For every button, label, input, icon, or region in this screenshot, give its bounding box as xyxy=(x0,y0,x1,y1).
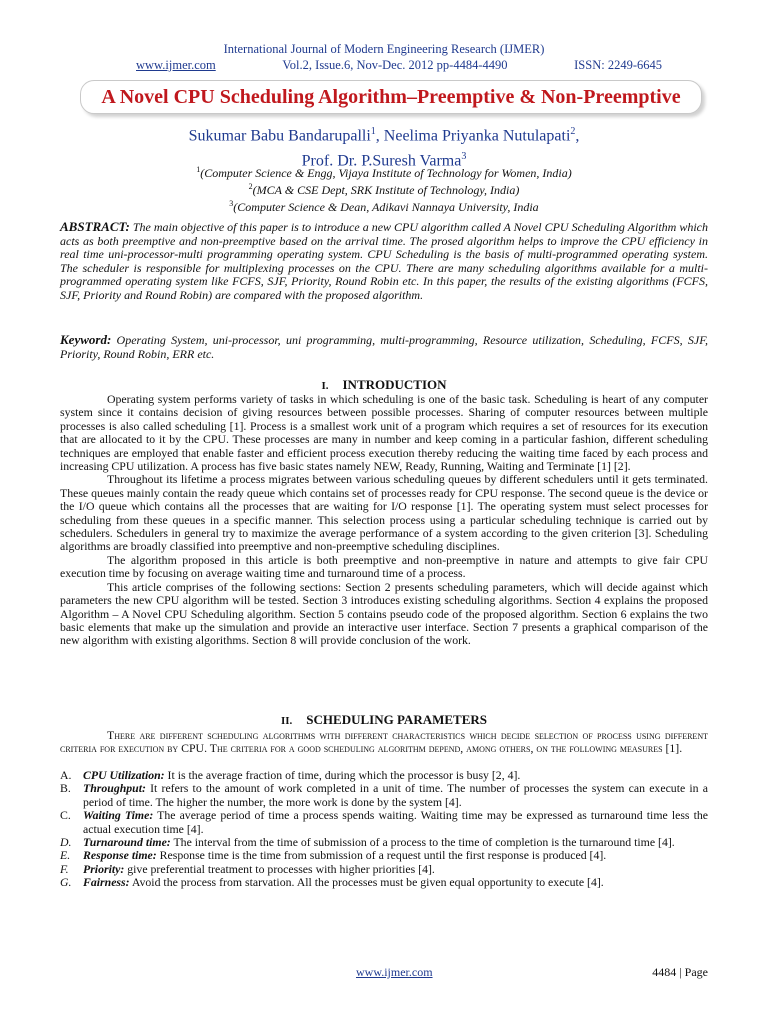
title-box xyxy=(80,80,702,114)
journal-name: International Journal of Modern Engineering Research (IJMER) xyxy=(223,42,545,56)
list-item: B. Throughput: It refers to the amount of work completed in a unit of time. The number of processes the system can execute in a period of time. The higher the number, the more work is done by the system [4]. xyxy=(60,781,708,809)
section-title: SCHEDULING PARAMETERS xyxy=(306,712,487,727)
section-heading-scheduling-parameters xyxy=(0,712,768,728)
footer-url-link[interactable]: www.ijmer.com xyxy=(356,965,433,979)
header-url-link[interactable]: www.ijmer.com xyxy=(136,58,216,72)
affiliation-2: $^2$(MCA & CSE Dept, SRK Institute of Technology, India) xyxy=(248,182,520,197)
section-number: II. xyxy=(280,715,293,727)
paragraph: This article comprises of the following sections: Section 2 presents scheduling parameters, which will decide against which parameters the new CPU algorithm will be tested. Section 3 introduces existing scheduling algorithms. Section 4 explains the proposed Algorithm – A Novel CPU Scheduling algorithm. Section 5 contains pseudo code of the proposed algorithm. Section 6 explains the two basic elements that make up the simulation and provide an interactive user interface. Section 7 presents a graphical comparison of the new algorithm with existing algorithms. Section 8 will provide conclusion of the work. xyxy=(60,579,708,648)
list-item: E. Response time: Response time is the time from submission of a request until the first response is produced [4]. xyxy=(60,848,607,863)
page-number: 4484 | Page xyxy=(652,965,708,979)
author-2-sup: 2 xyxy=(570,126,576,137)
affiliation-3: $^3$(Computer Science & Dean, Adikavi Nannaya University, India xyxy=(229,199,539,214)
abstract-text: The main objective of this paper is to introduce a new CPU algorithm called A Novel CPU Scheduling Algorithm which acts as both preemptive and non-preemptive based on the arrival time. The prosed algorithm helps to improve the CPU efficiency in real time uni-processor-multi programming operating system. CPU Scheduling is the basis of multi-programmed operating system. The scheduler is responsible for multiplexing processes on the CPU. There are many scheduling algorithms available for a multi-programmed operating system like FCFS, SJF, Priority, Round Robin etc. In this paper, the results of the existing algorithms (FCFS, SJF, Priority and Round Robin) are compared with the proposed algorithm. xyxy=(60,220,709,302)
paper-title: A Novel CPU Scheduling Algorithm–Preemptive & Non-Preemptive xyxy=(101,85,681,108)
keyword-text: Operating System, uni-processor, uni programming, multi-programming, Resource utilization, Scheduling, FCFS, SJF, Priority, Round Robin, ERR etc. xyxy=(60,333,708,361)
paragraph: Throughout its lifetime a process migrates between various scheduling queues by different schedulers until it gets terminated. These queues mainly contain the ready queue which contains set of processes ready for CPU response. The second queue is the device or the I/O queue which contains all the processes that are waiting for I/O response [1]. The operating system must select processes for scheduling from these queues in a specific manner. This selection process using a particular scheduling technique is carried out by schedulers. Schedulers in general try to maximize the average performance of a system according to the given criterion [3]. Scheduling algorithms are broadly classified into preemptive and non-preemptive scheduling disciplines. xyxy=(60,472,708,554)
list-item: G. Fairness: Avoid the process from starvation. All the processes must be given equal opportunity to execute [4]. xyxy=(60,875,604,890)
author-1: Sukumar Babu Bandarupalli xyxy=(188,127,371,145)
author-2: , Neelima Priyanka Nutulapati xyxy=(375,127,571,145)
section-heading-introduction xyxy=(0,377,768,393)
keywords xyxy=(60,333,708,361)
author-1-sup: 1 xyxy=(370,126,376,137)
list-item: C. Waiting Time: The average period of time a process spends waiting. Waiting time may be expressed as turnaround time less the actual execution time [4]. xyxy=(60,808,709,836)
section-number: I. xyxy=(321,380,329,392)
header-meta xyxy=(136,58,662,73)
header-issn: ISSN: 2249-6645 xyxy=(574,58,662,72)
keyword-label: Keyword: xyxy=(60,332,112,347)
affiliation-1: $^1$(Computer Science & Engg, Vijaya Institute of Technology for Women, India) xyxy=(196,165,572,180)
author-3: Prof. Dr. P.Suresh Varma xyxy=(301,152,462,170)
affiliations xyxy=(0,163,768,214)
parameter-list xyxy=(60,769,708,890)
abstract-label: ABSTRACT: xyxy=(60,219,130,234)
abstract xyxy=(60,220,708,303)
introduction-body xyxy=(60,393,708,648)
paragraph: Operating system performs variety of tasks in which scheduling is one of the basic task. Scheduling is heart of any computer system since it contains decision of giving resources between possible processes. Sharing of computer resources between multiple processes is also called scheduling [1]. Process is a smallest work unit of a program which requires a set of resources for its execution that are allocated to it by the CPU. These processes are many in number and keep coming in a particular fashion, different scheduling techniques are employed that enable faster and efficient process execution thereby reducing the waiting time faced by each process and increasing CPU utilization. A process has five basic states namely NEW, Ready, Running, Waiting and Terminate [1] [2]. xyxy=(60,392,708,474)
list-item: A. CPU Utilization: It is the average fraction of time, during which the processor is busy [2, 4]. xyxy=(60,768,521,782)
list-item: F. Priority: give preferential treatment to processes with higher priorities [4]. xyxy=(60,861,435,876)
scheduling-intro xyxy=(60,729,708,756)
author-2-tail: , xyxy=(575,127,580,145)
paragraph: The algorithm proposed in this article is both preemptive and non-preemptive in nature and attempts to give fair CPU execution time by focusing on average waiting time and turnaround time of a process. xyxy=(60,552,708,581)
section-title: INTRODUCTION xyxy=(342,377,447,392)
header-volume: Vol.2, Issue.6, Nov-Dec. 2012 pp-4484-4490 xyxy=(282,58,508,72)
paragraph: There are different scheduling algorithms with different characteristics which decide selection of process using different criteria for execution by CPU. The criteria for a good scheduling algorithm depend, among others, on the following measures [1]. xyxy=(60,728,708,756)
author-3-sup: 3 xyxy=(461,151,467,163)
list-item: D. Turnaround time: The interval from the time of submission of a process to the time of completion is the turnaround time [4]. xyxy=(60,835,675,850)
